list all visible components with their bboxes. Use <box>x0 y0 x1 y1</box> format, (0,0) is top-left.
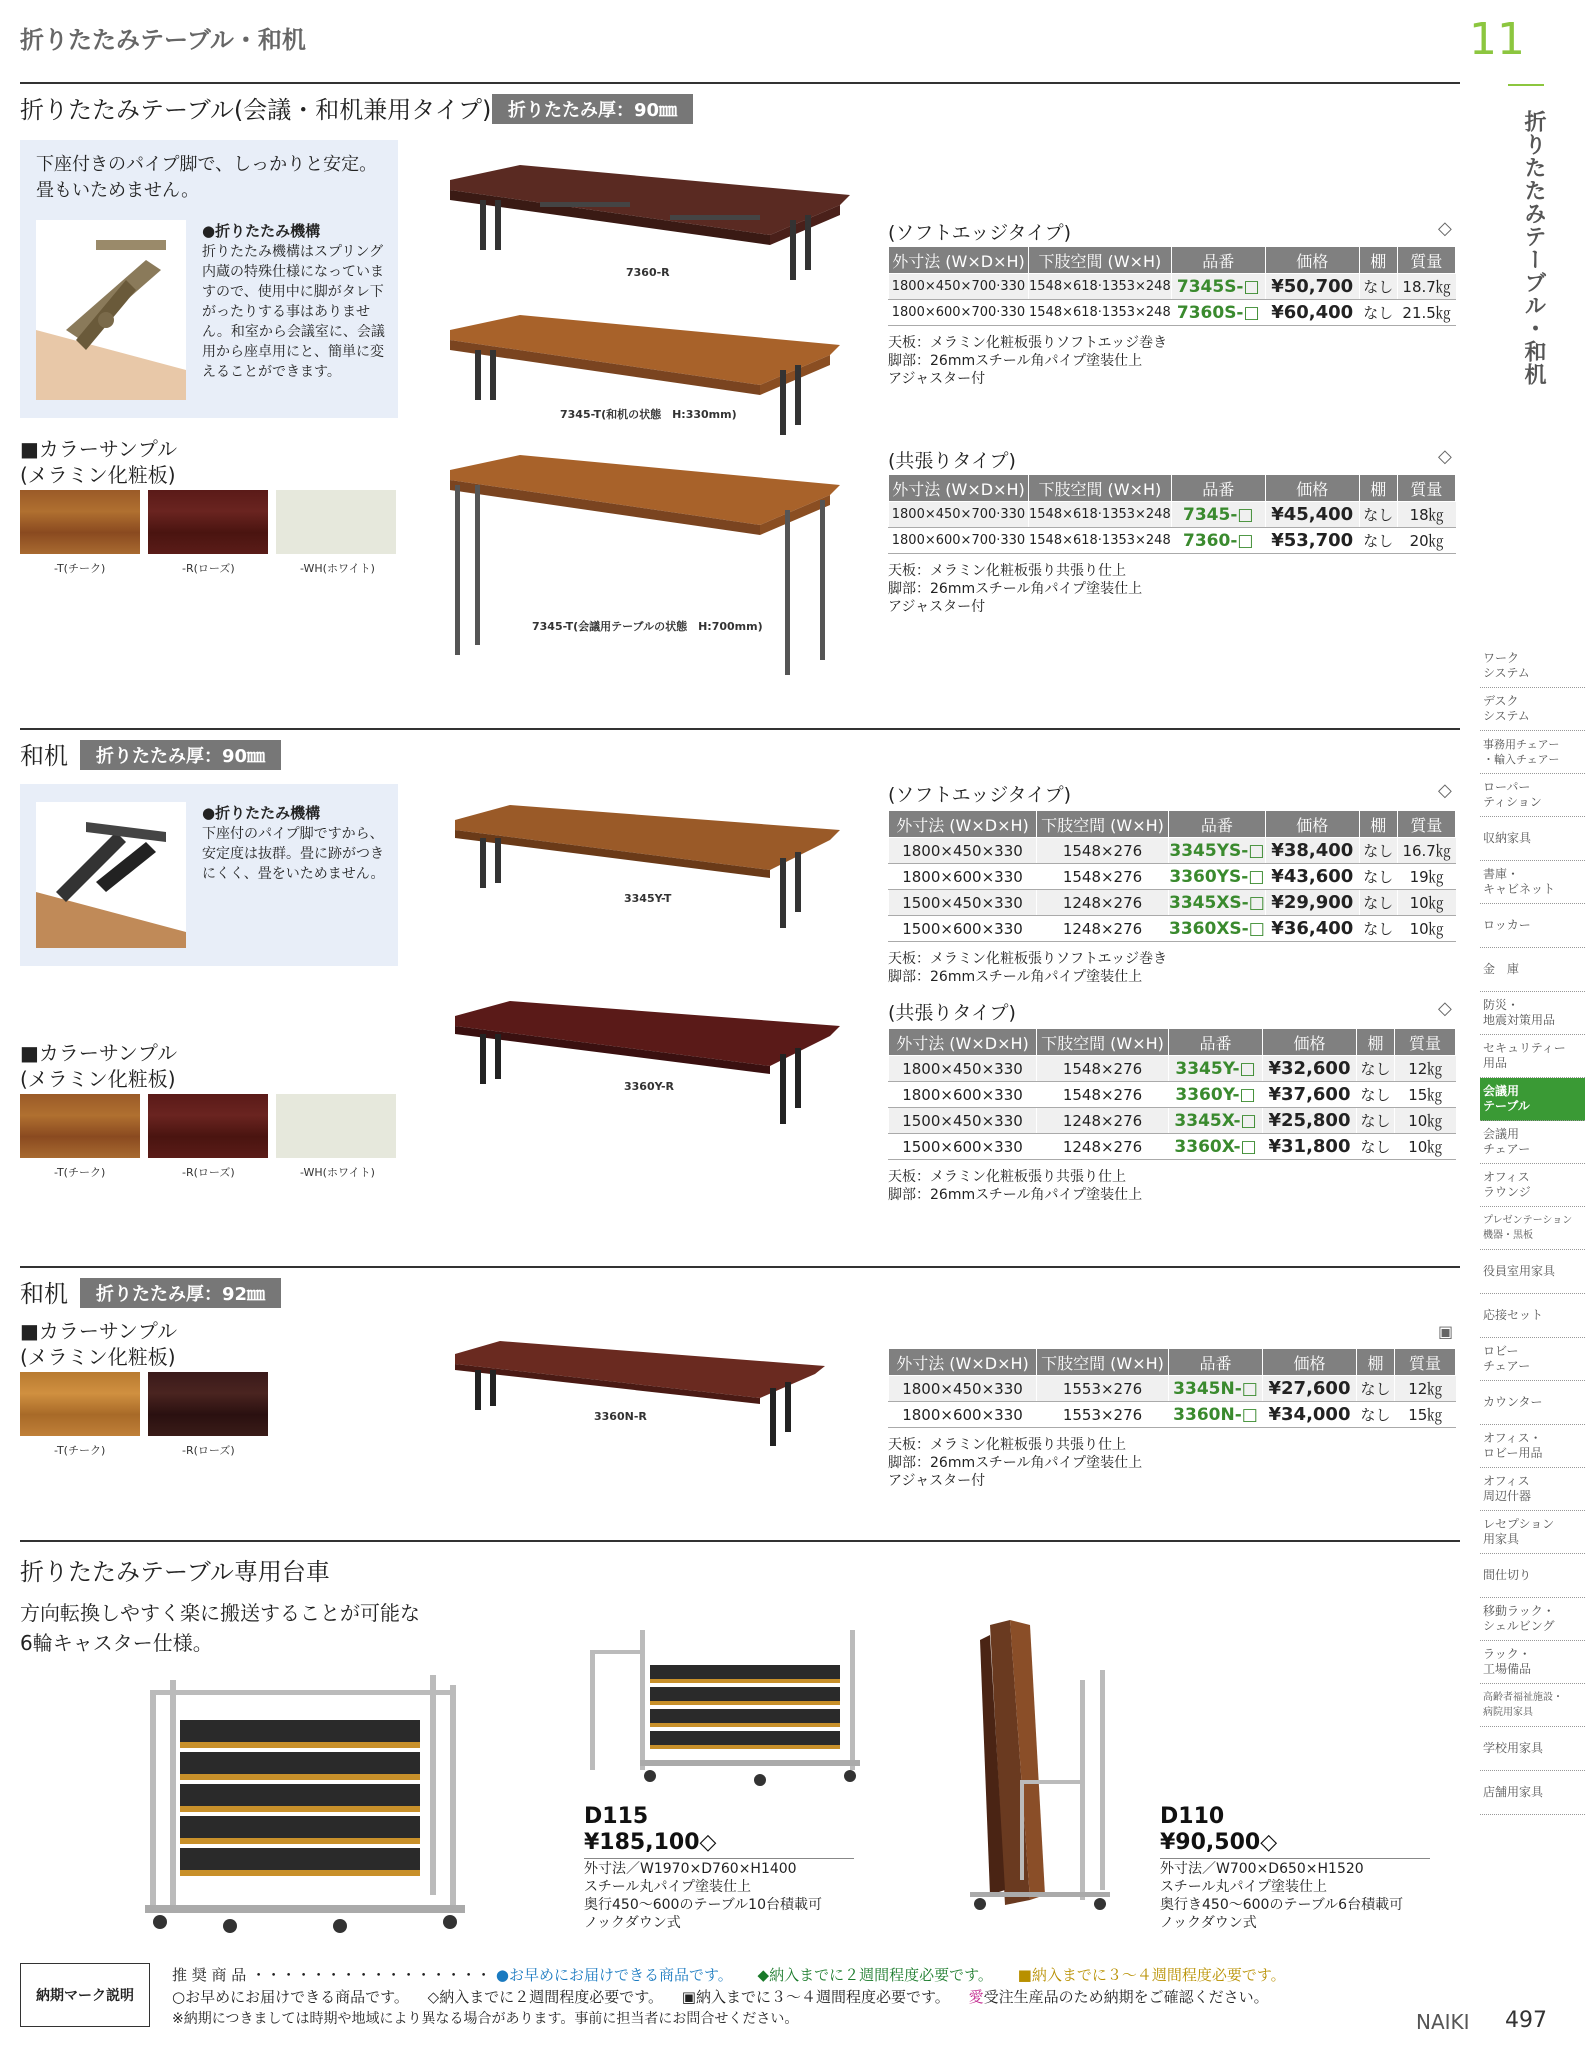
product-d115-divider <box>584 1858 854 1859</box>
cell-shelf: なし <box>1359 502 1397 528</box>
col-header: 外寸法 (W×D×H) <box>889 475 1029 502</box>
cell-size: 1500×600×330 <box>889 916 1037 942</box>
vertical-title: 折りたたみテーブル・和机 <box>1521 110 1546 386</box>
legend-item: ○お早めにお届けできる商品です。 <box>172 1988 409 2006</box>
cell-legroom: 1248×276 <box>1037 916 1169 942</box>
cell-legroom: 1248×276 <box>1037 1134 1169 1160</box>
swatch-label: -R(ローズ) <box>182 1166 235 1179</box>
cell-price: ¥53,700 <box>1265 528 1359 554</box>
col-header: 価格 <box>1263 1349 1357 1376</box>
cell-weight: 15㎏ <box>1395 1402 1456 1428</box>
cell-shelf: なし <box>1357 1134 1395 1160</box>
spec-line: スチール丸パイプ塗装仕上 <box>1160 1879 1328 1895</box>
cell-size: 1800×600×330 <box>889 864 1037 890</box>
table-row <box>889 1134 1456 1160</box>
sidebar-item[interactable]: 書庫・ キャビネット <box>1480 861 1585 904</box>
swatch-label: -WH(ホワイト) <box>300 562 375 575</box>
delivery-mark: ◇ <box>1438 780 1452 801</box>
cell-weight: 18.7㎏ <box>1397 274 1455 300</box>
col-header: 下肢空間 (W×H) <box>1029 475 1172 502</box>
cell-legroom: 1548×276 <box>1037 864 1169 890</box>
image-caption: 3345Y-T <box>624 892 672 905</box>
table-row <box>889 916 1456 942</box>
legend-item: ■納入までに３～４週間程度必要です。 <box>1017 1966 1286 1984</box>
spec-notes <box>888 1168 1142 1204</box>
cell-weight: 16.7㎏ <box>1397 838 1455 864</box>
swatch-label: -T(チーク) <box>54 1166 106 1179</box>
mechanism-text: 下座付のパイプ脚ですから、安定度は抜群。畳に跡がつきにくく、畳をいためません。 <box>202 826 385 882</box>
section1-feature-box <box>20 140 398 418</box>
legend-line-1 <box>172 1964 1286 1985</box>
cell-price: ¥27,600 <box>1263 1376 1357 1402</box>
cell-price: ¥29,900 <box>1265 890 1359 916</box>
col-header: 下肢空間 (W×H) <box>1037 1029 1169 1056</box>
cell-shelf: なし <box>1359 890 1397 916</box>
note-line: アジャスター付 <box>888 599 986 615</box>
sidebar-item[interactable]: ローパー ティション <box>1480 774 1585 817</box>
col-header: 価格 <box>1265 475 1359 502</box>
sidebar-item[interactable]: 金 庫 <box>1480 948 1585 992</box>
table-row <box>889 864 1456 890</box>
product-d115-price: ¥185,100◇ <box>584 1830 717 1855</box>
cell-code: 7360S-□ <box>1171 300 1265 326</box>
cell-price: ¥31,800 <box>1263 1134 1357 1160</box>
cell-size: 1500×450×330 <box>889 1108 1037 1134</box>
color-sample-title: ■カラーサンプル (メラミン化粧板) <box>20 1041 178 1091</box>
cell-code: 3345Y-□ <box>1169 1056 1263 1082</box>
sidebar-item[interactable]: ワーク システム <box>1480 645 1585 688</box>
swatch-row <box>20 1094 400 1184</box>
cell-shelf: なし <box>1359 528 1397 554</box>
table-row <box>889 502 1456 528</box>
sidebar-item[interactable]: オフィス・ ロビー用品 <box>1480 1425 1585 1468</box>
col-header: 質量 <box>1397 811 1455 838</box>
col-header: 棚 <box>1359 475 1397 502</box>
legend-item: ●お早めにお届けできる商品です。 <box>495 1966 733 1984</box>
cell-price: ¥36,400 <box>1265 916 1359 942</box>
made-to-order-icon: 愛 <box>968 1988 984 2006</box>
product-d110-divider <box>1160 1858 1430 1859</box>
col-header: 品番 <box>1171 247 1265 274</box>
sidebar-item[interactable]: ラック・ 工場備品 <box>1480 1641 1585 1684</box>
col-header: 価格 <box>1265 811 1359 838</box>
spec-notes <box>888 562 1142 616</box>
cell-price: ¥34,000 <box>1263 1402 1357 1428</box>
swatch-label: -R(ローズ) <box>182 1444 235 1457</box>
legend-item: ▣納入までに３～４週間程度必要です。 <box>681 1988 950 2006</box>
swatch-white <box>276 1094 396 1158</box>
col-header: 価格 <box>1263 1029 1357 1056</box>
sidebar-item[interactable]: 会議用 チェアー <box>1480 1121 1585 1164</box>
col-header: 質量 <box>1397 475 1455 502</box>
note-line: 脚部：26mmスチール角パイプ塗装仕上 <box>888 353 1143 369</box>
cell-shelf: なし <box>1357 1082 1395 1108</box>
delivery-mark: ◇ <box>1438 446 1452 467</box>
page-number: 497 <box>1505 2008 1547 2033</box>
cell-weight: 19㎏ <box>1397 864 1455 890</box>
col-header: 質量 <box>1395 1349 1456 1376</box>
cell-price: ¥25,800 <box>1263 1108 1357 1134</box>
sidebar-item[interactable]: レセプション 用家具 <box>1480 1511 1585 1554</box>
legend-item: 受注生産品のため納期をご確認ください。 <box>983 1988 1269 2006</box>
swatch-label: -T(チーク) <box>54 562 106 575</box>
cell-legroom: 1553×276 <box>1037 1402 1169 1428</box>
color-sample-title: ■カラーサンプル (メラミン化粧板) <box>20 437 178 487</box>
cell-code: 3360N-□ <box>1169 1402 1263 1428</box>
cell-shelf: なし <box>1359 300 1397 326</box>
cell-weight: 21.5㎏ <box>1397 300 1455 326</box>
col-header: 棚 <box>1359 247 1397 274</box>
swatch-teak <box>20 1094 140 1158</box>
swatch-label: -T(チーク) <box>54 1444 106 1457</box>
section1-intro: 下座付きのパイプ脚で、しっかりと安定。 畳もいためません。 <box>36 154 378 201</box>
table-image-3360YR <box>450 996 850 1136</box>
cell-code: 3360YS-□ <box>1169 864 1266 890</box>
cell-code: 7345-□ <box>1171 502 1265 528</box>
table-image-7345T-high <box>440 450 860 680</box>
delivery-legend-label: 納期マーク説明 <box>20 1963 150 2027</box>
table-row <box>889 300 1456 326</box>
cell-price: ¥60,400 <box>1265 300 1359 326</box>
cell-weight: 15㎏ <box>1395 1082 1456 1108</box>
spec-line: スチール丸パイプ塗装仕上 <box>584 1879 752 1895</box>
spec-table <box>888 474 1456 554</box>
color-sample-title: ■カラーサンプル (メラミン化粧板) <box>20 1319 178 1369</box>
cell-shelf: なし <box>1359 916 1397 942</box>
chapter-number: 11 <box>1469 14 1525 65</box>
cell-size: 1800×450×330 <box>889 1376 1037 1402</box>
cart-image-d115 <box>580 1620 900 1800</box>
note-line: 天板：メラミン化粧板張り共張り仕上 <box>888 563 1126 579</box>
cell-legroom: 1548×276 <box>1037 1056 1169 1082</box>
spec-table <box>888 1348 1456 1428</box>
sidebar-item[interactable]: ロッカー <box>1480 904 1585 948</box>
sidebar-item[interactable]: オフィス ラウンジ <box>1480 1164 1585 1207</box>
table-row <box>889 1056 1456 1082</box>
spec-line: 奥行450～600のテーブル10台積載可 <box>584 1897 822 1913</box>
table-row <box>889 1376 1456 1402</box>
section-divider <box>20 1540 1460 1542</box>
col-header: 外寸法 (W×D×H) <box>889 247 1029 274</box>
spec-notes <box>888 334 1167 388</box>
cell-code: 3345N-□ <box>1169 1376 1263 1402</box>
sidebar-item[interactable]: ロビー チェアー <box>1480 1338 1585 1381</box>
swatch-white <box>276 490 396 554</box>
sidebar-item-active[interactable]: 会議用 テーブル <box>1480 1078 1585 1121</box>
chapter-underline <box>1508 84 1544 86</box>
delivery-mark: ◇ <box>1438 218 1452 239</box>
cart-image-d110 <box>960 1620 1120 1920</box>
product-d110-specs <box>1160 1860 1403 1932</box>
cell-size: 1800×600×330 <box>889 1402 1037 1428</box>
table-row <box>889 1108 1456 1134</box>
section1-tag: 折りたたみ厚：90㎜ <box>492 94 693 124</box>
cell-legroom: 1553×276 <box>1037 1376 1169 1402</box>
col-header: 外寸法 (W×D×H) <box>889 1349 1037 1376</box>
cell-price: ¥45,400 <box>1265 502 1359 528</box>
cell-legroom: 1548×618·1353×248 <box>1029 300 1172 326</box>
delivery-mark: ▣ <box>1438 1322 1454 1341</box>
mechanism-text: 折りたたみ機構はスプリング内蔵の特殊仕様になっていますので、使用中に脚がタレ下がったりする事はありません。和室から会議室に、会議用から座卓用にと、簡単に変えることができます。 <box>202 244 385 380</box>
cell-size: 1800×600×700·330 <box>889 528 1029 554</box>
swatch-row <box>20 490 400 580</box>
cell-shelf: なし <box>1357 1056 1395 1082</box>
legend-recommend: 推 奨 商 品 ・・・・・・・・・・・・・・・・ <box>172 1966 492 1984</box>
cell-legroom: 1548×618·1353×248 <box>1029 274 1172 300</box>
table-image-3345YT <box>450 800 850 940</box>
cell-legroom: 1548×276 <box>1037 1082 1169 1108</box>
sidebar-item[interactable]: 間仕切り <box>1480 1554 1585 1598</box>
table-row <box>889 838 1456 864</box>
sidebar-item[interactable]: プレゼンテーション 機器・黒板 <box>1480 1207 1585 1250</box>
brand-name: NAIKI <box>1416 2010 1470 2034</box>
cell-legroom: 1548×276 <box>1037 838 1169 864</box>
soft-edge-title: (ソフトエッジタイプ) <box>888 784 1071 806</box>
cell-code: 7360-□ <box>1171 528 1265 554</box>
note-line: 脚部：26mmスチール角パイプ塗装仕上 <box>888 581 1143 597</box>
table-row <box>889 890 1456 916</box>
cell-shelf: なし <box>1357 1402 1395 1428</box>
cell-price: ¥38,400 <box>1265 838 1359 864</box>
note-line: 脚部：26mmスチール角パイプ塗装仕上 <box>888 1455 1143 1471</box>
section-divider <box>20 1266 1460 1268</box>
section-divider <box>20 728 1460 730</box>
note-line: アジャスター付 <box>888 371 986 387</box>
col-header: 外寸法 (W×D×H) <box>889 1029 1037 1056</box>
sidebar-item[interactable]: オフィス 周辺什器 <box>1480 1468 1585 1511</box>
cell-legroom: 1248×276 <box>1037 1108 1169 1134</box>
cell-code: 3345XS-□ <box>1169 890 1266 916</box>
section4-title: 折りたたみテーブル専用台車 <box>20 1558 330 1586</box>
swatch-teak <box>20 1372 140 1436</box>
cell-size: 1800×450×330 <box>889 1056 1037 1082</box>
note-line: 脚部：26mmスチール角パイプ塗装仕上 <box>888 1187 1143 1203</box>
page-category: 折りたたみテーブル・和机 <box>20 26 306 54</box>
cell-weight: 10㎏ <box>1397 890 1455 916</box>
image-caption: 7345-T(会議用テーブルの状態 H:700mm) <box>532 620 763 633</box>
col-header: 棚 <box>1357 1029 1395 1056</box>
col-header: 質量 <box>1397 247 1455 274</box>
cell-shelf: なし <box>1359 864 1397 890</box>
cell-weight: 10㎏ <box>1395 1134 1456 1160</box>
table-row <box>889 274 1456 300</box>
spec-table <box>888 810 1456 942</box>
sidebar-item[interactable]: 応接セット <box>1480 1294 1585 1338</box>
cell-price: ¥37,600 <box>1263 1082 1357 1108</box>
mechanism-title: ●折りたたみ機構 <box>202 222 321 240</box>
spec-line: 外寸法／W1970×D760×H1400 <box>584 1861 797 1877</box>
cell-price: ¥32,600 <box>1263 1056 1357 1082</box>
legend-item: ◇納入までに２週間程度必要です。 <box>427 1988 664 2006</box>
cell-size: 1800×600×330 <box>889 1082 1037 1108</box>
cell-size: 1500×450×330 <box>889 890 1037 916</box>
sidebar-item[interactable]: 移動ラック・ シェルビング <box>1480 1598 1585 1641</box>
soft-edge-title: (ソフトエッジタイプ) <box>888 222 1071 244</box>
col-header: 質量 <box>1395 1029 1456 1056</box>
spec-table <box>888 1028 1456 1160</box>
cell-legroom: 1548×618·1353×248 <box>1029 528 1172 554</box>
mechanism-photo <box>36 220 186 400</box>
product-d110-price: ¥90,500◇ <box>1160 1830 1278 1855</box>
col-header: 品番 <box>1169 1349 1263 1376</box>
spec-line: 外寸法／W700×D650×H1520 <box>1160 1861 1364 1877</box>
cell-shelf: なし <box>1359 274 1397 300</box>
section2-feature-box <box>20 784 398 966</box>
section4-intro: 方向転換しやすく楽に搬送することが可能な 6輪キャスター仕様。 <box>20 1601 420 1655</box>
cell-code: 3360Y-□ <box>1169 1082 1263 1108</box>
table-row <box>889 528 1456 554</box>
delivery-mark: ◇ <box>1438 998 1452 1019</box>
swatch-label: -R(ローズ) <box>182 562 235 575</box>
image-caption: 7345-T(和机の状態 H:330mm) <box>560 408 737 421</box>
mechanism-photo <box>36 802 186 948</box>
spec-line: 奥行き450～600のテーブル6台積載可 <box>1160 1897 1404 1913</box>
table-image-3360NR <box>450 1336 830 1456</box>
cell-size: 1800×450×700·330 <box>889 274 1029 300</box>
spec-notes <box>888 950 1167 986</box>
sidebar-item[interactable]: 学校用家具 <box>1480 1727 1585 1771</box>
cell-weight: 10㎏ <box>1397 916 1455 942</box>
swatch-row <box>20 1372 280 1462</box>
legend-item: ◆納入までに２週間程度必要です。 <box>757 1966 993 1984</box>
note-line: 脚部：26mmスチール角パイプ塗装仕上 <box>888 969 1143 985</box>
cell-price: ¥43,600 <box>1265 864 1359 890</box>
cell-shelf: なし <box>1359 838 1397 864</box>
col-header: 棚 <box>1357 1349 1395 1376</box>
cell-size: 1500×600×330 <box>889 1134 1037 1160</box>
product-d110-name: D110 <box>1160 1804 1225 1829</box>
sidebar-item[interactable]: 高齢者福祉施設・ 病院用家具 <box>1480 1684 1585 1727</box>
cell-weight: 12㎏ <box>1395 1376 1456 1402</box>
cell-code: 3345YS-□ <box>1169 838 1266 864</box>
legend-line-2 <box>172 1986 1269 2007</box>
cell-code: 3360XS-□ <box>1169 916 1266 942</box>
cell-weight: 18㎏ <box>1397 502 1455 528</box>
spec-table <box>888 246 1456 326</box>
section2-tag: 折りたたみ厚：90㎜ <box>80 740 281 770</box>
swatch-rose <box>148 490 268 554</box>
sidebar-item[interactable]: セキュリティー 用品 <box>1480 1035 1585 1078</box>
cell-shelf: なし <box>1357 1108 1395 1134</box>
image-caption: 3360N-R <box>594 1410 647 1423</box>
section1-title: 折りたたみテーブル(会議・和机兼用タイプ) <box>20 96 492 124</box>
cell-legroom: 1548×618·1353×248 <box>1029 502 1172 528</box>
sidebar-item[interactable]: デスク システム <box>1480 688 1585 731</box>
cell-size: 1800×600×700·330 <box>889 300 1029 326</box>
sidebar-nav <box>1480 645 1585 1815</box>
section2-title: 和机 <box>20 742 68 770</box>
swatch-teak <box>20 490 140 554</box>
cell-code: 3360X-□ <box>1169 1134 1263 1160</box>
cell-weight: 20㎏ <box>1397 528 1455 554</box>
note-line: 天板：メラミン化粧板張りソフトエッジ巻き <box>888 951 1168 967</box>
sidebar-item[interactable]: 事務用チェアー ・輸入チェアー <box>1480 731 1585 774</box>
note-line: アジャスター付 <box>888 1473 986 1489</box>
col-header: 下肢空間 (W×H) <box>1037 1349 1169 1376</box>
mechanism-title: ●折りたたみ機構 <box>202 804 321 822</box>
cell-code: 7345S-□ <box>1171 274 1265 300</box>
swatch-rose <box>148 1372 268 1436</box>
image-caption: 3360Y-R <box>624 1080 674 1093</box>
table-row <box>889 1402 1456 1428</box>
spec-line: ノックダウン式 <box>1160 1915 1257 1931</box>
swatch-rose <box>148 1094 268 1158</box>
cell-size: 1800×450×330 <box>889 838 1037 864</box>
sidebar-item[interactable]: 収納家具 <box>1480 817 1585 861</box>
section3-tag: 折りたたみ厚：92㎜ <box>80 1278 281 1308</box>
product-d115-specs <box>584 1860 822 1932</box>
cell-weight: 12㎏ <box>1395 1056 1456 1082</box>
col-header: 棚 <box>1359 811 1397 838</box>
spec-notes <box>888 1436 1142 1490</box>
note-line: 天板：メラミン化粧板張り共張り仕上 <box>888 1437 1126 1453</box>
cell-size: 1800×450×700·330 <box>889 502 1029 528</box>
cell-legroom: 1248×276 <box>1037 890 1169 916</box>
cell-price: ¥50,700 <box>1265 274 1359 300</box>
note-line: 天板：メラミン化粧板張りソフトエッジ巻き <box>888 335 1168 351</box>
section3-title: 和机 <box>20 1280 68 1308</box>
legend-note: ※納期につきましては時期や地域により異なる場合があります。事前に担当者にお問合せください。 <box>172 2011 799 2027</box>
sidebar-item[interactable]: 役員室用家具 <box>1480 1250 1585 1294</box>
cell-code: 3345X-□ <box>1169 1108 1263 1134</box>
image-caption: 7360-R <box>626 266 670 279</box>
common-type-title: (共張りタイプ) <box>888 1002 1016 1024</box>
section-divider <box>20 82 1460 84</box>
col-header: 品番 <box>1169 811 1266 838</box>
col-header: 品番 <box>1171 475 1265 502</box>
col-header: 下肢空間 (W×H) <box>1029 247 1172 274</box>
swatch-label: -WH(ホワイト) <box>300 1166 375 1179</box>
col-header: 価格 <box>1265 247 1359 274</box>
common-type-title: (共張りタイプ) <box>888 450 1016 472</box>
cell-weight: 10㎏ <box>1395 1108 1456 1134</box>
col-header: 外寸法 (W×D×H) <box>889 811 1037 838</box>
cell-shelf: なし <box>1357 1376 1395 1402</box>
col-header: 品番 <box>1169 1029 1263 1056</box>
spec-line: ノックダウン式 <box>584 1915 681 1931</box>
table-row <box>889 1082 1456 1108</box>
sidebar-item[interactable]: 防災・ 地震対策用品 <box>1480 992 1585 1035</box>
product-d115-name: D115 <box>584 1804 649 1829</box>
col-header: 下肢空間 (W×H) <box>1037 811 1169 838</box>
note-line: 天板：メラミン化粧板張り共張り仕上 <box>888 1169 1126 1185</box>
sidebar-item[interactable]: 店舗用家具 <box>1480 1771 1585 1815</box>
sidebar-item[interactable]: カウンター <box>1480 1381 1585 1425</box>
cart-image-large <box>140 1670 500 1940</box>
